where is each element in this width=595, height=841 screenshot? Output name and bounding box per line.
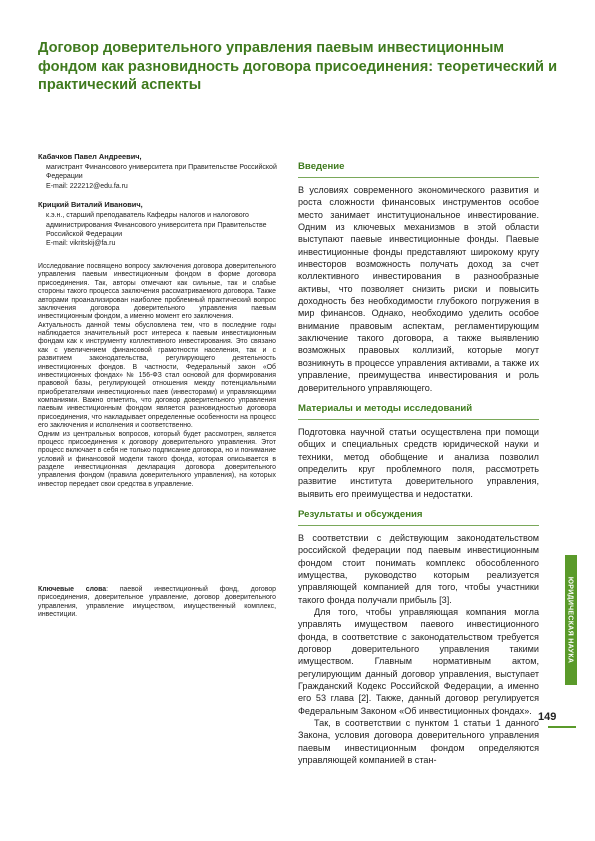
section-body-introduction — [298, 184, 539, 394]
author-2 — [38, 200, 278, 249]
body-paragraph: Подготовка научной статьи осуществлена при помощи общих и специальных средств юридической науки и техники, метод обобщение и анализа позволил определить круг проблемного поля, рассмотреть развитие института доверительного управления, выявить его преимущества и недостатки. — [298, 426, 539, 499]
body-paragraph: Так, в соответствии с пунктом 1 статьи 1 данного Закона, условия договора доверительного управления паевым инвестиционным фондом определяются управляющей компанией в стан- — [298, 718, 539, 766]
author-email: E-mail: 222212@edu.fa.ru — [46, 182, 128, 190]
section-heading-introduction: Введение — [298, 161, 345, 172]
keywords-text: : паевой инвестиционный фонд, договор присоединения, доверительное управление, договор доверительного управления, управление имуществом, имущественный комплекс, инвестиции. — [38, 586, 276, 619]
author-affiliation: к.э.н., старший преподаватель Кафедры налогов и налогового администрирования Финансового университета при Правительстве Российской Федерации — [46, 212, 267, 239]
section-body-methods — [298, 426, 539, 500]
page-number-rule — [548, 726, 576, 728]
keywords — [38, 586, 276, 620]
abstract-paragraph: Исследование посвящено вопросу заключения договора доверительного управления паевым инвестиционным фондом в форме договора присоединения. Так, авторы отмечают как сильные, так и слабые стороны такого процесса заключения рассматриваемого договора. Также авторами проанализирован наиболее проблемный практический вопрос заключения договора доверительного управления паевым инвестиционным фондом, а именно момент его заключения. — [38, 263, 276, 321]
author-name: Кабачков Павел Андреевич, — [38, 152, 142, 161]
article-title: Договор доверительного управления паевым инвестиционным фондом как разновидность договора присоединения: теоретический и практический аспекты — [38, 40, 558, 93]
section-heading-results: Результаты и обсуждения — [298, 508, 423, 520]
page-number: 149 — [538, 711, 557, 723]
abstract — [38, 263, 276, 489]
section-divider — [298, 177, 539, 178]
author-affiliation: магистрант Финансового университета при Правительстве Российской Федерации — [46, 164, 277, 181]
author-name: Крицкий Виталий Иванович, — [38, 200, 143, 210]
section-divider — [298, 525, 539, 526]
body-paragraph: Для того, чтобы управляющая компания могла управлять имуществом паевого инвестиционного фонда, в соответствие с законодательством требуется договор доверительного управления такими имуществом. Главным нормативным актом, регулирующим данный договор управления, выступает Гражданский Кодекс Российской Федерации, а именно его 53 глава [2]. Также, данный договор регулируется Федеральным Законом «Об инвестиционных фондах». — [298, 606, 539, 716]
author-1 — [38, 152, 278, 191]
main-column — [298, 160, 539, 766]
section-heading-methods: Материалы и методы исследований — [298, 402, 473, 414]
author-block — [38, 152, 278, 258]
section-divider — [298, 419, 539, 420]
section-body-results — [298, 532, 539, 767]
keywords-label: Ключевые слова — [38, 586, 107, 593]
author-email: E-mail: vikritskij@fa.ru — [46, 240, 116, 248]
body-paragraph: В условиях современного экономического развития и роста сложности финансовых инструментов особое место занимает институциональное инвестирование. Одним из ключевых механизмов в этой области выступают паевые инвестиционные фонды. Паевые инвестиционные фонды представляют широкому кругу инвесторов возможность получать доход за счет коллективного инвестирования в разнообразные активы, что позволяет снизить риски и повысить доходность без необходимости глубокого погружения в мир финансов. Однако, необходимо уделить особое внимание правовым аспектам, регламентирующим заключение такого договора, а также выявлению возможных правовых коллизий, которые могут возникнуть в процессе управления активами, а также их управление, преимущества инвестирования и роль доверительного управляющего. — [298, 185, 539, 393]
body-paragraph: В соответствии с действующим законодательством российской федерации под паевым инвестиционным фондом стоит понимать комплекс обособленного имущества, руководство которым реализуется управляющей компанией для того, чтобы участники такого фонда получали прибыль [3]. — [298, 532, 539, 605]
journal-section-label: ЮРИДИЧЕСКАЯ НАУКА — [566, 576, 574, 664]
abstract-paragraph: Одним из центральных вопросов, который будет рассмотрен, является процесс присоединения к договору доверительного управления. Этот процесс включает в себя не только подписание договора, но и понимание условий и финансовой модели такого фонда, которая описывается в разделе инвестиционная декларация договора доверительного управления фондом (правила доверительного управления), на которых инвестор передает свои средства в управление. — [38, 430, 277, 488]
abstract-paragraph: Актуальность данной темы обусловлена тем, что в последние годы наблюдается значительный рост интереса к паевым инвестиционным фондам как к инструменту коллективного инвестирования. Это связано как с увеличением финансовой грамотности населения, так и с развитием законодательства, регулирующего деятельность инвестиционных фондов. В частности, Федеральный закон «Об инвестиционных фондах» № 156-ФЗ стал основой для формирования правовой базы, регулирующей отношения между потенциальными приобретателями инвестиционных паев (инвесторами) и управляющими компаниями. Важно отметить, что договор доверительного управления паевым инвестиционным фондом является разновидностью договора присоединения, что накладывает определенные особенности на процесс его заключения и исполнения и соответственно. — [38, 321, 276, 430]
